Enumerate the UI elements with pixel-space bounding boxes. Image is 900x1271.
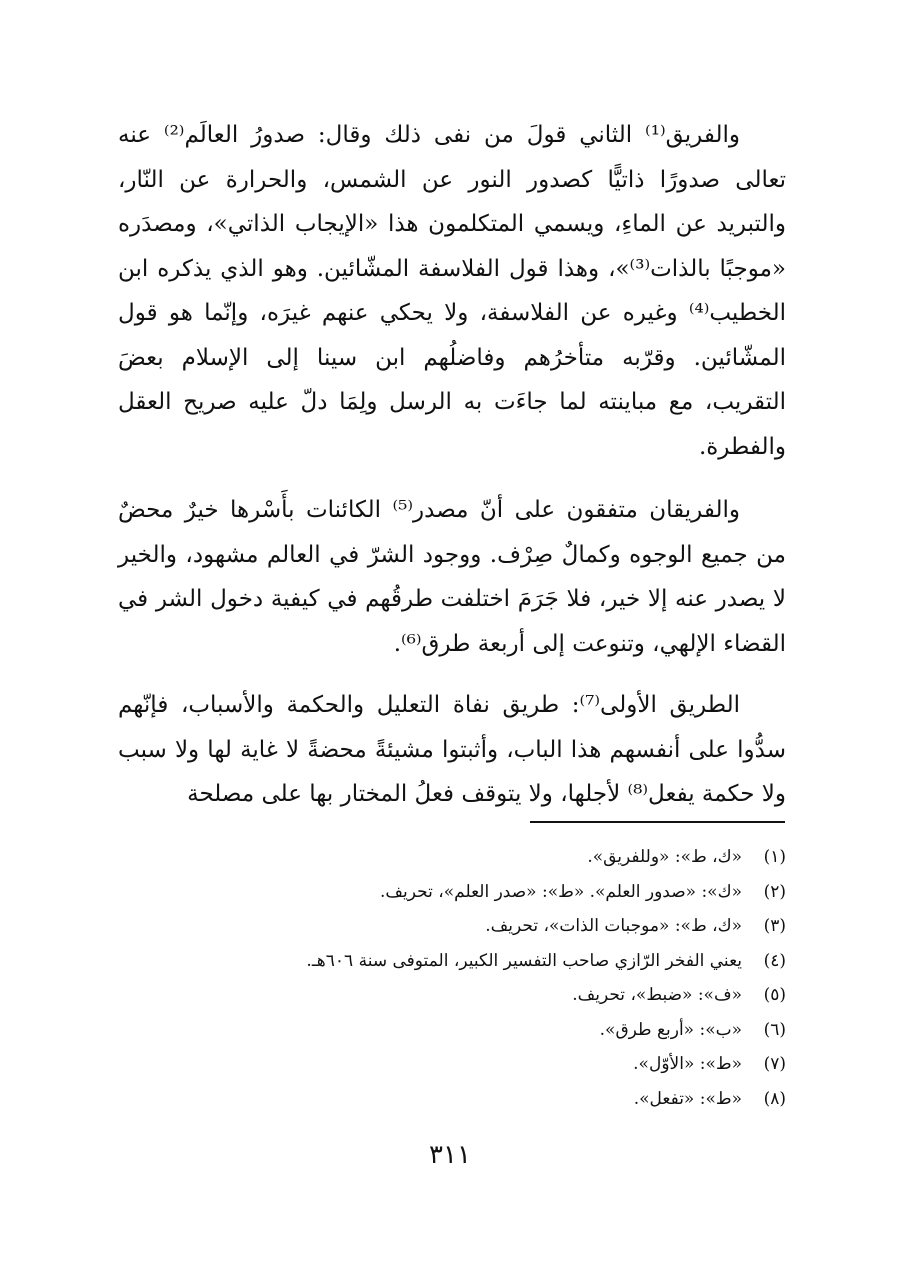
- footnote-divider: [530, 821, 785, 823]
- paragraph-2: والفريقان متفقون على أنّ مصدر⁽⁵⁾ الكائنات بأَسْرها خيرٌ محضٌ من جميع الوجوه وكمالٌ صِرْف. ووجود الشرّ في العالم مشهود، والخير لا يصدر عنه إلا خير، فلا جَرَمَ اختلفت طرقُهم في كيفية دخول الشر في القضاء الإلهي، وتنوعت إلى أربعة طرق⁽⁶⁾.: [118, 497, 786, 657]
- footnote-item: [118, 875, 786, 910]
- footnote-text: «ب»: «أربع طرق».: [599, 1019, 742, 1040]
- footnote-text: «ط»: «تفعل».: [633, 1088, 742, 1109]
- page-number: ٣١١: [429, 1140, 471, 1170]
- footnote-number: (٧): [763, 1054, 786, 1074]
- footnote-number: (١): [763, 847, 786, 867]
- footnote-number: (٣): [763, 916, 786, 936]
- footnote-number: (٨): [763, 1088, 786, 1109]
- footnote-item: [118, 978, 786, 1013]
- footnote-item: [118, 1082, 786, 1117]
- footnote-number: (٢): [763, 881, 786, 902]
- footnote-item: [118, 944, 786, 979]
- paragraph-3: الطريق الأولى⁽⁷⁾: طريق نفاة التعليل والحكمة والأسباب، فإنّهم سدُّوا على أنفسهم هذا الباب، وأثبتوا مشيئةً محضةً لا غاية لها ولا سبب ولا حكمة يفعل⁽⁸⁾ لأجلها، ولا يتوقف فعلُ المختار بها على مصلحة: [118, 692, 786, 807]
- footnote-text: «ك»: «صدور العلم». «ط»: «صدر العلم»، تحريف.: [380, 881, 742, 902]
- paragraph-1: والفريق⁽¹⁾ الثاني قولَ من نفى ذلك وقال: صدورُ العالَم⁽²⁾ عنه تعالى صدورًا ذاتيًّا كصدور النور عن الشمس، والحرارة عن النّار، والتبريد عن الماءِ، ويسمي المتكلمون هذا «الإيجاب الذاتي»، ومصدَره «موجبًا بالذات⁽³⁾»، وهذا قول الفلاسفة المشّائين. وهو الذي يذكره ابن الخطيب⁽⁴⁾ وغيره عن الفلاسفة، ولا يحكي عنهم غيرَه، وإنّما هو قول المشّائين. وقرّبه متأخرُهم وفاضلُهم ابن سينا إلى الإسلام بعضَ التقريب، مع مباينته لما جاءَت به الرسل ولِمَا دلّ عليه صريح العقل والفطرة.: [118, 122, 786, 460]
- footnote-item: [118, 840, 786, 875]
- footnote-item: [118, 909, 786, 944]
- footnote-text: «ط»: «الأوّل».: [633, 1054, 742, 1074]
- footnote-text: «ك، ط»: «وللفريق».: [587, 847, 742, 867]
- main-text-block: [118, 113, 786, 817]
- footnote-text: «ف»: «ضبط»، تحريف.: [572, 985, 742, 1005]
- footnote-text: «ك، ط»: «موجبات الذات»، تحريف.: [485, 916, 742, 936]
- footnote-item: [118, 1013, 786, 1048]
- footnote-list: [118, 840, 786, 1116]
- footnote-number: (٤): [763, 950, 786, 971]
- footnote-text: يعني الفخر الرّازي صاحب التفسير الكبير، المتوفى سنة ٦٠٦هـ.: [306, 950, 742, 971]
- footnote-number: (٦): [763, 1019, 786, 1040]
- footnote-item: [118, 1047, 786, 1082]
- footnote-number: (٥): [763, 985, 786, 1005]
